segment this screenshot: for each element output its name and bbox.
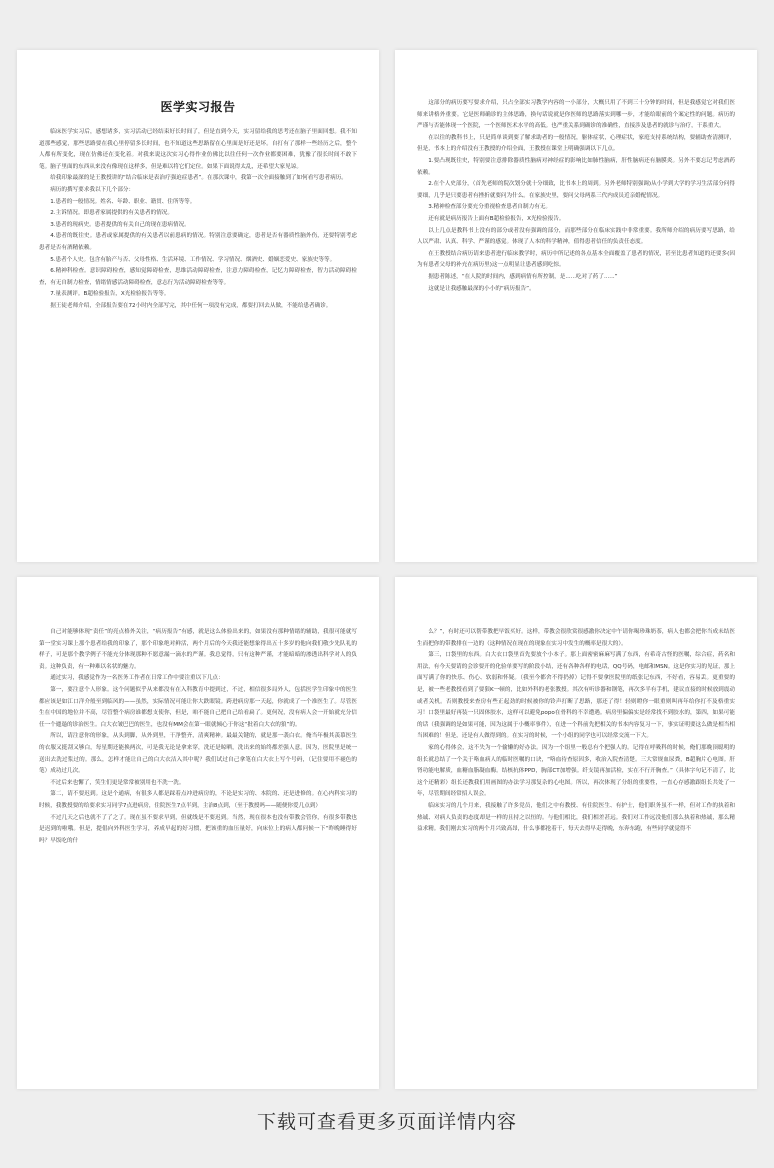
- paragraph: 3.患者的现病史。患者提供的有关自己的现在患病情况。: [50, 221, 190, 228]
- paragraph: 给我印象最深的是王教授讲的“结合临床是表治疗强迫症患者”。在那次课中，我第一次全面接触到了如何看写患者病历。: [50, 175, 347, 182]
- paragraph: 3.精神检查部分要充分重视检查患者自制力有无。: [428, 204, 551, 211]
- paragraph: 6.精神科检查。意识障碍检查，感知觉障碍检查，思维活动障碍检查，注意力障碍检查，记忆力障碍检查，智力活动障碍检查，有无自制力检查，情绪情感活动障碍检查，意志行为活动障碍检查等等。: [39, 268, 357, 286]
- paragraph: 病历的撰写要求我以下几个部分：: [50, 186, 135, 193]
- paragraph: 5.患者个人史。包含有胎产与否、父母性格、生活环境、工作情况、学习情况、烟酒史、婚姻恋爱史、家族史等等。: [50, 256, 336, 263]
- paragraph: 所以，请注意你的形象，从头到脚，从外到里，干净整齐，清爽精神。最最关键的，就是那一袭白衣。俺当年极其羡慕医生的衣服又挺刮又够白，每星期还能换两次，可是我无论是拿来穿，洗还是晾晒，洗出来的始终都差强人意。因为，医院里是统一送出去洗过浆过的。那么，怎样才能让自己的白大衣洁入其中呢？我们试过自己拿笔在白大衣上写个号码，（记住要用不褪色的笔）成功过几次。: [39, 733, 357, 775]
- paragraph: 1.要凸现既往史，特别要注意排除器质性脑病对神经症的影响比如肺性脑病，肝性脑病还有脑膜炎。另外不要忘记考虑酒药依赖。: [417, 157, 735, 176]
- paragraph: 自己对能够体现“责任”的亮点格外关注，“病历报告”有感，就是这么体验出来的，如果没有那种情绪的辅助，我很可能就写第一堂实习课上那个患者给我的印象了，那个印象绝对鲜活，两个月后的今天我还能想象得出五十多岁的他向我们敬少先队礼的样子，可是那个教学例子不能充分体现那种不愿意漏一滴水的严谨。我总觉得，只有这种严谨，才能暗暗的渗透出科学对人的负责。这种负责，有一种难以名状的魅力。: [39, 629, 357, 670]
- paragraph: 7.量表测评。B超检验报告，X光检验报告等等。: [50, 291, 170, 298]
- document-page-3: [17, 577, 379, 1089]
- paragraph: 不过几天之后也就不了了之了。现在虽不要求早到，但就线是不要迟到。当然，现在很本也没有带教会管你，有很多带教也是迟到的啦哦。但是，提倡向外科医生学习，养成早起的好习惯，把该重的血压量好，向床位上的病人都问候一下“昨晚睡得好吗？早饭吃的什: [39, 814, 357, 844]
- paragraph: 第二，请不要迟到。这是个通病，有很多人都是踩着点冲进病房的，不论是实习的、本院的、还是进修的。在心内科实习的时候，我教授要的给要求实习同学7点进病房，住院医生7点半到，主治8点到，（至于教授吗——随便你爱几点到）: [39, 791, 357, 809]
- paragraph: 通过实习，我感觉作为一名医务工作者在日常工作中要注重以下几点：: [50, 675, 224, 682]
- paragraph: 第三，口袋里的东西。白大衣口袋里首先要放个小本子。那上面密密麻麻写满了东西，有希奇古怪的医嘱，综合症，药名和用法，有今天要请的会诊要开的化验单要写的阶段小结，还有各种各样的电话，QQ号码，电邮和MSN。这是你实习的见证，那上面写满了你的快乐、伤心、软弱和怀疑。（我至今都舍不得扔掉）记得不要拿医院里的纸张记东西，不好看，容易丢。更重要的是，被一些老教授看到了要狠K一顿的，比如外科的老张教授。其次有听诊器和钢笔，再次多半有手机，建议直接的时候放到震动或者关机。否则教授来查房有些正起劲的时候被你的铃声打断了思路，那还了得！轻则瞪你一眼重则叫再年给你打不及格重实习！口袋里最好再装一只固体胶水，这样可以避免popo在骨科的不幸遭遇。病房里偏偏实是经常找不到胶水的，第四，如果可能的话（我强调的是如果可能，因为这属于小概率事件），在进一个科前先把相关的书本内容复习一下，事实证明要这么做是相当相当困难的！但是，还是有人做得到的。在实习的时候，一个小组的同学也可以经常交流一下大。: [417, 652, 735, 740]
- document-page-4: [395, 577, 757, 1089]
- paragraph: 在王教授结合病历请来患者进行临床教学时，病历中所记述的各点基本全面覆盖了患者的情况，甚至比患者知道的还要多(因为有患者父母的补充在病历里)这一点明显让患者感到吃惊。: [417, 250, 735, 269]
- paragraph: 1.患者的一般情况。姓名、年龄、职业、籍贯、住所等等。: [50, 198, 196, 205]
- paragraph: 还有就是病历报告上面有B超检验报告，X光检验报告。: [428, 215, 565, 222]
- paragraph: 这就是让我感触最深的小小的“病历报告”。: [428, 285, 535, 292]
- document-title: 医学实习报告: [160, 100, 236, 114]
- paragraph: 4.患者的既往史。患者或家属提供的有关患者以前患病的情况。特别注意要确定，患者是否有器质性脑外伤，还要特别考虑患者是否有酒精依赖。: [39, 233, 357, 251]
- paragraph: 临床实习的几个月来，我接触了许多党员，他们之中有教授、有住院医生、有护士，他们职务虽不一样，但对工作的执着和热诚、对病人负责的态度却是一样的且持之以恒的。与他们相比，我们相差甚远。我们对工作远没他们那么执着和热诚，那么精益求精。我们刚去实习的两个月兴致高昂，什么事都抢着干，每天去得早走得晚，东奔东跑，有些同学就觉得不: [417, 802, 735, 833]
- paragraph: 不过后来也懈了，笑生们更是常常被别用也不洗一洗。: [50, 779, 185, 786]
- paragraph: 家的心得体会，这不失为一个偷懒的好办法。因为一个组里一般总有个把强人的。记得在呼吸科的时候，俺们那晚顶聪明的组长就总结了一个关于咯血病人的临时医嘱的口诀，“咯血待查原因多，收治入院查清楚。三大常规血尿粪，B超胸片心电图。肝肾功能电解质，血糖血脂凝血酶。结核抗体PPD，胸部CT加增强。纤支镜再加活检，实在不行开胸查。”（具体字句记不清了，比这个还精彩）组长还教我们用画图的办法学习那复杂的心电图。所以，再次体现了分组的重要性，一直心存感激跟组长共处了一年，尽管期间经常招人误会。: [417, 744, 735, 798]
- download-more-caption: 下载可查看更多页面详情内容: [256, 1111, 517, 1133]
- paragraph: 2.主诉情况。即患者家属提供的有关患者的情况。: [50, 210, 173, 217]
- paragraph: 以上几点是教科书上没有的部分或者没有强调的部分，而那些部分在临床实践中非常重要。我所师介绍的病历要写思路，给人以严肃、认真、科学、严谨的感觉。体现了人本的科学精神，值得患者信任的负责任态度。: [417, 227, 735, 246]
- paragraph: 临床医学实习后，感想诸多，实习活动已经结束好长时间了，但是直到今天，实习留给我的思考还在脑子里面回想。我不知道那些感觉，那些思路要在我心里停留多长时间，也不知道这些思路留在心里面是好还是坏。自打有了那样一些经历之后，整个人都有所变化，现在仿佛还在变化着。对我来说这次实习心得作业仿佛比以往任何一次作业都要困难，犹豫了很长时间不敢下笔。脑子里面的东西从来没有像现在这样多，但是难以将它们定位。如果下面说得太乱，还希望大家见谅。: [39, 129, 357, 170]
- document-page-1: [17, 50, 379, 562]
- paragraph: 第一，要注意个人形象。这个问题似乎从来都没有在入科教育中提到过，不过，相信很多局外人，包括医学生印象中的医生都应该是如江口洋介般至到临风的——虽然，实际情况可能让你大跌眼镜。跨进病房那一天起，你就成了一个准医生了。尽管医生在中国的地位并不高，尽管整个病房谁都想支使你，但是，咱不能自己把自己给看扁了。更何况，没有病人会一开始就充分信任一个邋遢的诊治医生。白大衣皱巴巴的医生，也没有MM会在第一眼就倾心于你这“批着白大衣的狼”的。: [39, 686, 357, 728]
- paragraph: 这部分的病历要写要求介绍，只占全部实习教学内容的一小部分，大概只用了不到三十分钟的时间，但是我感觉它对我们医师来讲格外重要。它是医师确诊的主体思路，换句话说就是你医师的思路落实到哪一步，才能给眼前的个案定性的问题。病历的严谨与否能体现一个医院，一个医师医术水平的高低。也严重关系到确诊的准确性，直接涉及患者的就诊与治疗，干系重大。: [417, 100, 735, 130]
- paragraph: 在以往的教科书上，只是简单谈到要了解求助者的一般情况，躯体症状，心理症状，家庭支持系统结构，要辅助查清测评，但是，书本上的介绍没有王教授的介绍全面，王教授在课堂上明确强调以下几点。: [417, 134, 735, 153]
- paragraph: 么？”，有时还可以帮带教把早饭买好。这样，带教会很欣赏很感激你决定中午请你喝珍珠奶茶，病人也都会把你当成未结医生而把你的带教排在一边的（这种情况在现在的现象在实习中发生的概率是很大的）。: [417, 629, 735, 647]
- paragraph: 2.在个人史部分，（首先老师的院次划分就十分细致，比书本上的周到。另外老师特别强调)从小学到大学的学习生活部分问得要细，几乎是只要患者有挫折就要问为什么。在家族史里，要问父母两系三代内成员近亲婚配情况。: [417, 181, 735, 199]
- paragraph: 据王徒老师介绍，全部报告要在72小时内全部写完，其中任何一项没有完成，都要打回去从做，不能给患者确诊。: [50, 302, 332, 309]
- paragraph: 据患者陈述，“在人院的时间内，感到病情有所控制，是......吃对了药了......”: [428, 273, 618, 280]
- document-page-2: [395, 50, 757, 562]
